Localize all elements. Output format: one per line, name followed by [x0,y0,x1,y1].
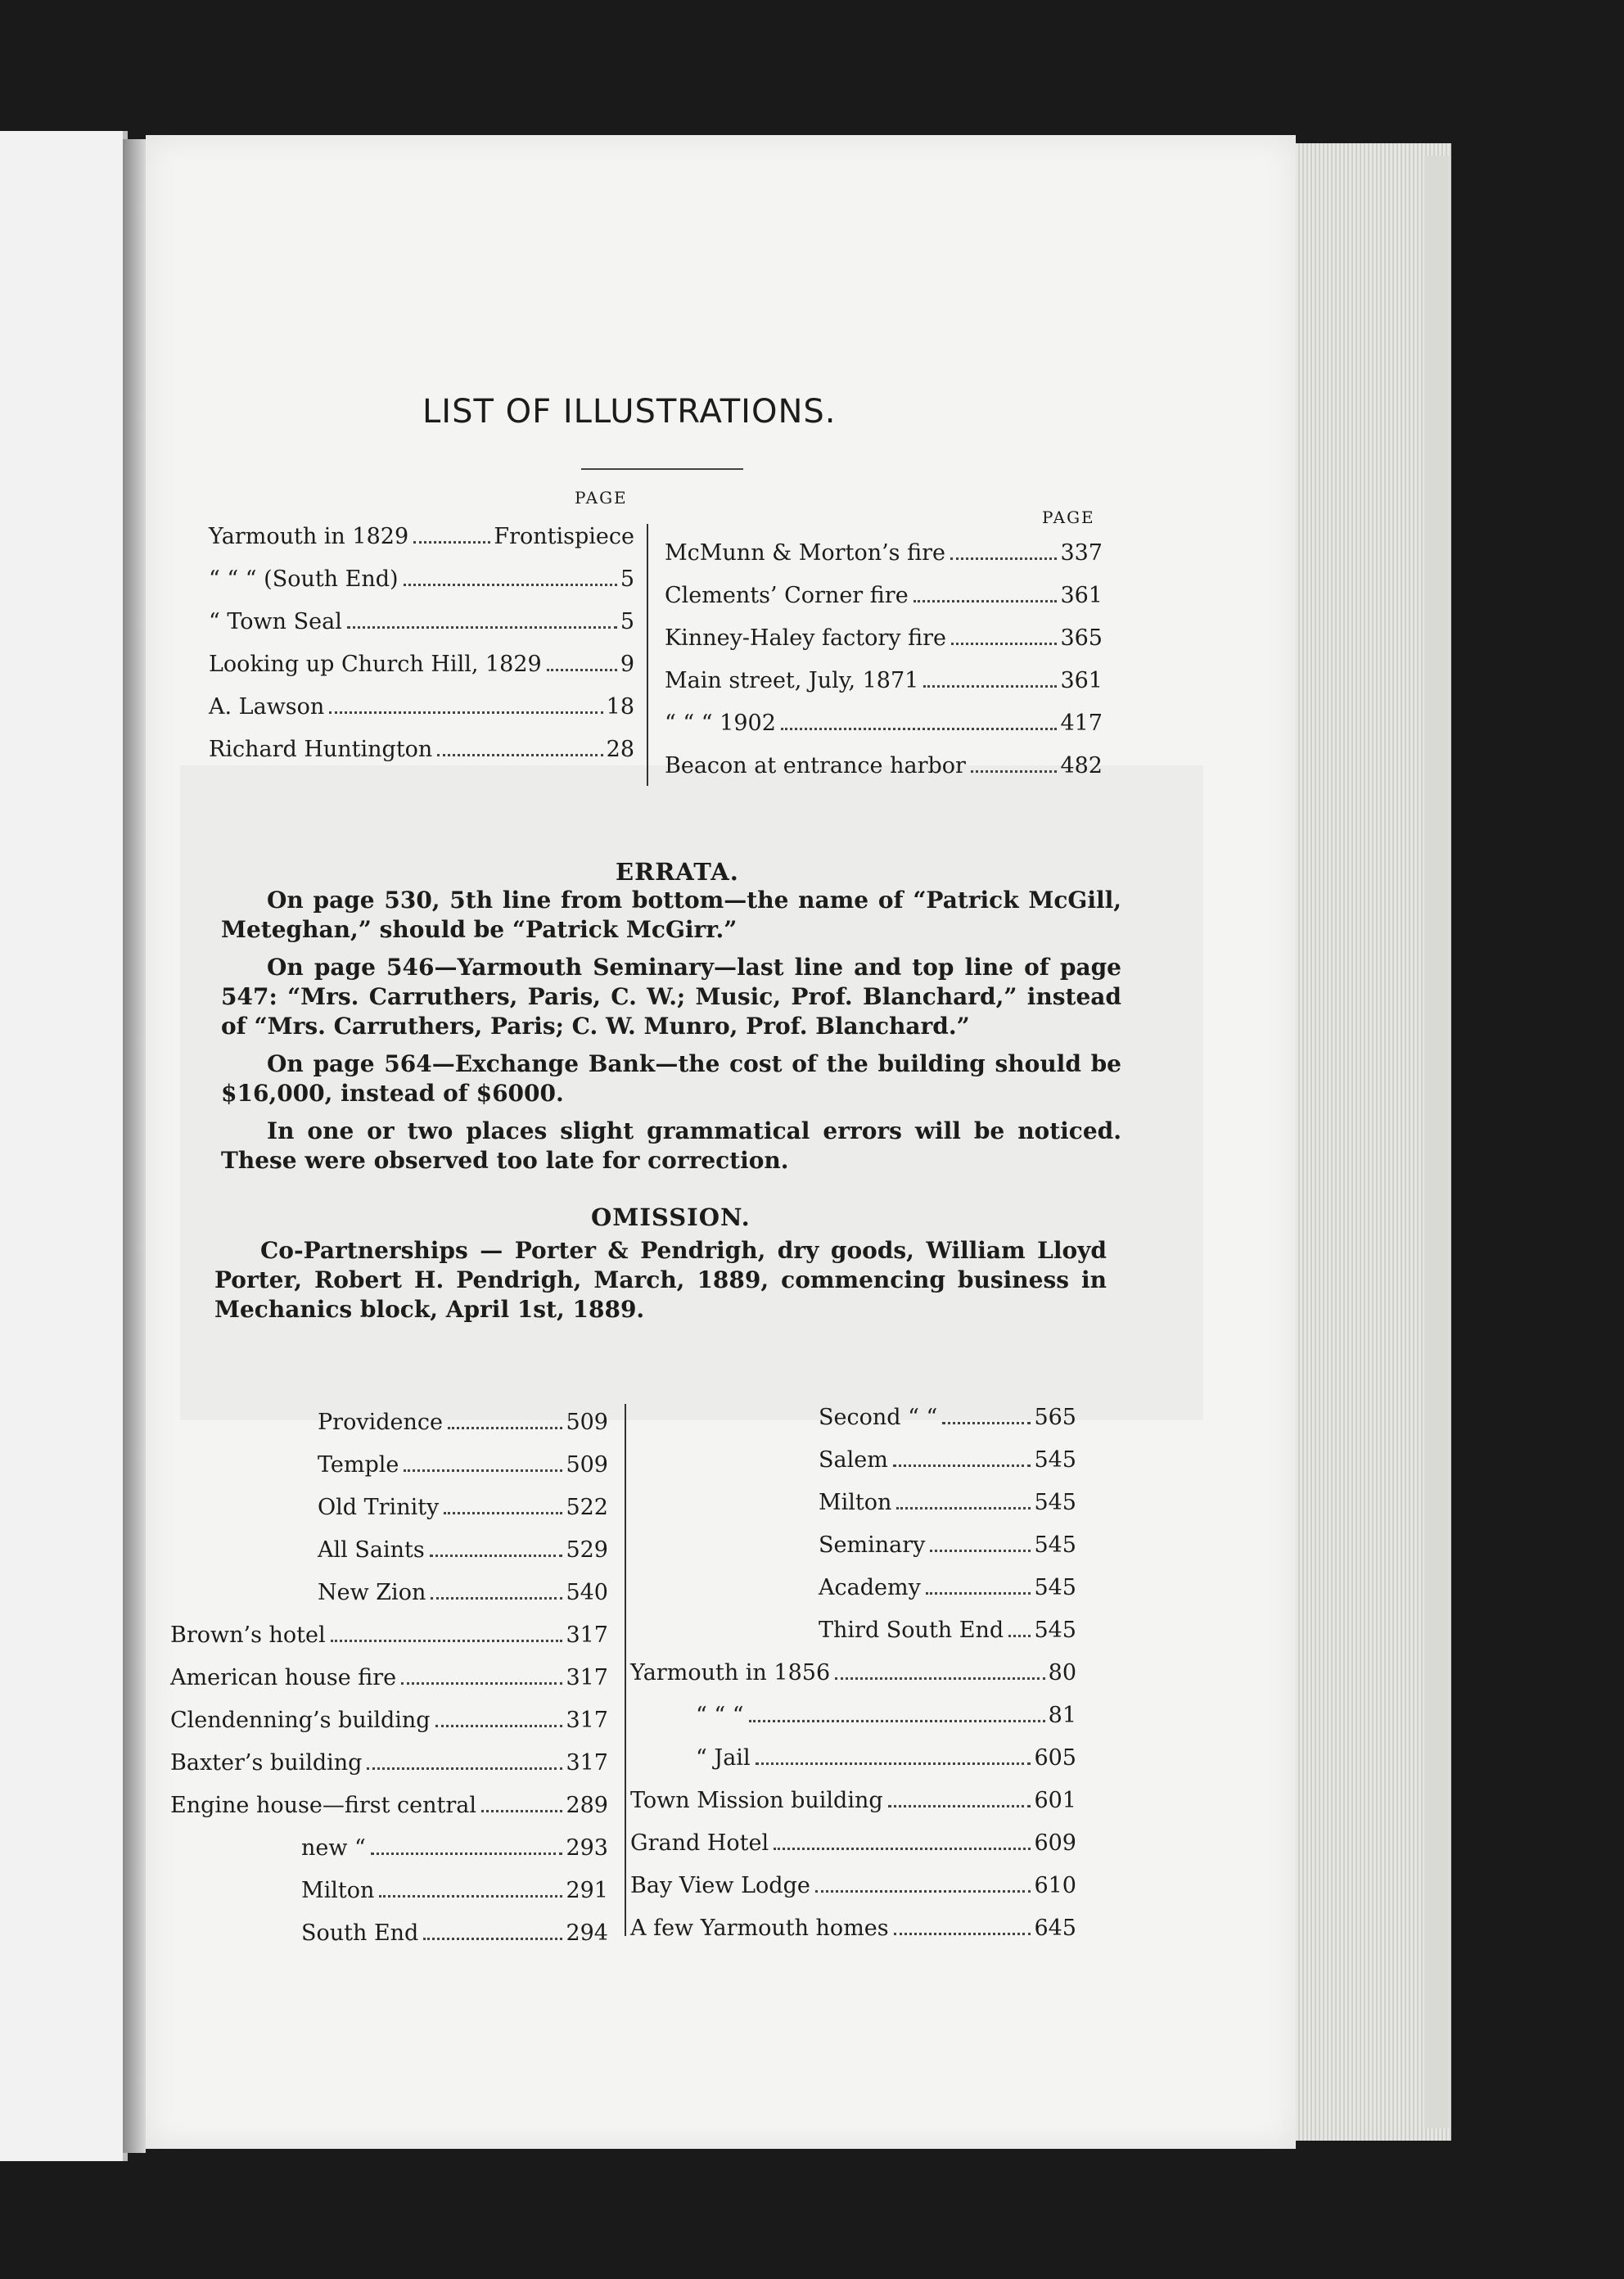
toc-entry [630,1822,1076,1865]
toc-entry-title: Richard Huntington [209,737,433,762]
toc-entry-page: 509 [566,1410,608,1435]
leader-dots [347,626,617,629]
leader-dots [835,1677,1045,1680]
toc-entry [665,575,1103,617]
page-column-label-right: PAGE [1042,508,1095,527]
toc-entry-title: A few Yarmouth homes [630,1916,889,1941]
toc-entry-page: 540 [566,1580,608,1605]
leader-dots [930,1550,1031,1552]
errata-paragraph: On page 530, 5th line from bottom—the name of “Patrick McGill, Meteghan,” should be “Patrick McGirr.” [221,887,1121,943]
toc-entry-page: 317 [566,1665,608,1690]
leader-dots [423,1938,562,1940]
toc-entry-title: Third South End [819,1618,1004,1643]
leader-dots [815,1890,1031,1893]
toc-entry-title: Second “ “ [819,1405,938,1430]
toc-entry-title: Milton [301,1878,375,1903]
toc-entry-page: 317 [566,1622,608,1648]
toc-entry-page: 645 [1034,1916,1076,1941]
leader-dots [781,728,1058,730]
toc-entry [209,516,634,558]
toc-entry-page: 5 [620,566,634,592]
leader-dots [896,1507,1031,1510]
toc-entry [209,729,634,771]
toc-entry-page: 509 [566,1452,608,1478]
toc-entry-title: new “ [301,1835,366,1861]
toc-entry-page: 545 [1034,1618,1076,1643]
toc-entry-page: 80 [1048,1660,1076,1686]
toc-entry [630,1609,1076,1652]
toc-entry-title: Yarmouth in 1856 [630,1660,831,1686]
toc-entry [170,1657,608,1699]
toc-entry-title: Seminary [819,1532,926,1558]
leader-dots [950,557,1057,560]
toc-entry [170,1699,608,1742]
toc-entry-title: Kinney-Haley factory fire [665,625,946,651]
toc-entry-title: Clements’ Corner fire [665,583,909,608]
toc-entry-title: Brown’s hotel [170,1622,326,1648]
toc-entry-page: 365 [1060,625,1103,651]
toc-entry [630,1567,1076,1609]
toc-bottom-right [630,1397,1076,1950]
leader-dots [430,1555,563,1557]
leader-dots [971,770,1058,773]
toc-entry-page: 417 [1060,711,1103,736]
toc-entry-page: 610 [1034,1873,1076,1898]
leader-dots [448,1427,562,1429]
toc-entry-page: 291 [566,1878,608,1903]
toc-entry-page: 81 [1048,1703,1076,1728]
toc-entry-title: Engine house—first central [170,1793,477,1818]
leader-dots [893,1464,1031,1467]
toc-entry-page: 289 [566,1793,608,1818]
toc-entry-page: 361 [1060,668,1103,693]
toc-entry [665,532,1103,575]
page-column-label-left: PAGE [575,488,628,508]
toc-entry-title: McMunn & Morton’s fire [665,540,945,566]
toc-entry-page: Frontispiece [494,524,634,549]
toc-entry [170,1912,608,1955]
leader-dots [923,685,1057,688]
toc-entry [630,1695,1076,1737]
toc-entry-title: “ “ “ [696,1703,744,1728]
toc-entry [630,1907,1076,1950]
toc-entry-title: All Saints [318,1537,425,1563]
toc-entry-title: Grand Hotel [630,1830,769,1856]
toc-entry [630,1780,1076,1822]
toc-entry [665,702,1103,745]
toc-entry-title: American house fire [170,1665,397,1690]
toc-entry [170,1827,608,1870]
toc-entry-page: 605 [1034,1745,1076,1771]
toc-entry [665,660,1103,702]
toc-entry [630,1439,1076,1482]
toc-entry-title: Academy [819,1575,921,1600]
toc-entry [630,1482,1076,1524]
leader-dots [894,1933,1031,1935]
toc-entry-page: 361 [1060,583,1103,608]
toc-entry [665,617,1103,660]
errata-heading: ERRATA. [616,858,739,886]
omission-paragraph: Co-Partnerships — Porter & Pendrigh, dry goods, William Lloyd Porter, Robert H. Pendrigh, March, 1889, commencing business in Mechanics block, April 1st, 1889. [214,1237,1107,1323]
toc-entry-title: Yarmouth in 1829 [209,524,409,549]
title-rule [581,468,743,470]
toc-top-left [209,516,634,771]
toc-entry-title: Bay View Lodge [630,1873,810,1898]
leader-dots [547,669,617,671]
leader-dots [401,1682,562,1685]
toc-entry-page: 545 [1034,1575,1076,1600]
toc-entry-page: 522 [566,1495,608,1520]
book-gutter [123,139,146,2153]
toc-entry-page: 293 [566,1835,608,1861]
toc-entry [209,558,634,601]
toc-entry-page: 529 [566,1537,608,1563]
leader-dots [371,1853,563,1855]
toc-bottom-left [170,1401,608,1955]
toc-entry-page: 482 [1060,753,1103,778]
toc-entry [170,1742,608,1785]
toc-entry-page: 18 [606,694,634,720]
toc-entry-title: Milton [819,1490,892,1515]
toc-entry-title: Beacon at entrance harbor [665,753,966,778]
toc-entry-page: 545 [1034,1532,1076,1558]
leader-dots [774,1848,1031,1850]
toc-entry-page: 565 [1034,1405,1076,1430]
toc-entry-page: 28 [606,737,634,762]
toc-entry [170,1870,608,1912]
errata-paragraph: On page 564—Exchange Bank—the cost of the building should be $16,000, instead of $6000. [221,1050,1121,1107]
facing-page [0,131,128,2161]
toc-entry-page: 337 [1060,540,1103,566]
toc-entry-page: 9 [620,652,634,677]
toc-entry-page: 601 [1034,1788,1076,1813]
leader-dots [413,541,490,544]
leader-dots [749,1720,1045,1722]
leader-dots [951,643,1057,645]
leader-dots [379,1895,562,1898]
toc-entry [630,1737,1076,1780]
toc-entry-title: New Zion [318,1580,426,1605]
leader-dots [404,584,617,586]
toc-entry-title: Temple [318,1452,399,1478]
toc-entry-title: Town Mission building [630,1788,883,1813]
leader-dots [481,1810,562,1812]
toc-entry-title: Clendenning’s building [170,1708,431,1733]
toc-entry [630,1397,1076,1439]
toc-entry [665,745,1103,787]
toc-entry-title: Looking up Church Hill, 1829 [209,652,542,677]
column-divider-top [647,524,648,786]
toc-entry-title: Providence [318,1410,443,1435]
toc-entry [170,1444,608,1487]
toc-entry [170,1401,608,1444]
toc-entry [209,643,634,686]
toc-entry [170,1487,608,1529]
leader-dots [331,1640,563,1642]
leader-dots [404,1469,562,1472]
toc-entry [170,1572,608,1614]
toc-entry-title: “ “ “ (South End) [209,566,399,592]
toc-entry-title: “ Jail [696,1745,751,1771]
toc-entry [170,1785,608,1827]
toc-top-right [665,532,1103,787]
leader-dots [431,1597,562,1600]
toc-entry-page: 545 [1034,1490,1076,1515]
toc-entry-page: 317 [566,1750,608,1776]
leader-dots [942,1422,1031,1424]
toc-entry-title: Salem [819,1447,888,1473]
toc-entry-title: Baxter’s building [170,1750,363,1776]
leader-dots [367,1767,562,1770]
leader-dots [329,711,602,714]
toc-entry-title: “ “ “ 1902 [665,711,776,736]
toc-entry [209,601,634,643]
toc-entry-page: 545 [1034,1447,1076,1473]
leader-dots [756,1762,1031,1765]
column-divider-bottom [625,1404,626,1936]
toc-entry [209,686,634,729]
toc-entry-page: 609 [1034,1830,1076,1856]
omission-heading: OMISSION. [591,1203,751,1231]
toc-entry-title: A. Lawson [209,694,325,720]
page-title: LIST OF ILLUSTRATIONS. [422,393,837,431]
toc-entry-title: Old Trinity [318,1495,440,1520]
toc-entry-page: 294 [566,1920,608,1946]
errata-paragraph: In one or two places slight grammatical errors will be noticed. These were observed too late for correction. [221,1117,1121,1174]
leader-dots [435,1725,563,1727]
leader-dots [926,1592,1031,1595]
leader-dots [444,1512,562,1514]
toc-entry [630,1652,1076,1695]
errata-paragraph: On page 546—Yarmouth Seminary—last line and top line of page 547: “Mrs. Carruthers, Paris, C. W.; Music, Prof. Blanchard,” instead of “Mrs. Carruthers, Paris; C. W. Munro, Prof. Blanchard.” [221,954,1121,1040]
toc-entry [630,1865,1076,1907]
toc-entry-title: Main street, July, 1871 [665,668,919,693]
toc-entry [170,1614,608,1657]
toc-entry [630,1524,1076,1567]
leader-dots [888,1805,1031,1807]
leader-dots [914,600,1058,602]
toc-entry-title: “ Town Seal [209,609,342,634]
toc-entry-title: South End [301,1920,419,1946]
leader-dots [1008,1635,1031,1637]
cover-edge [1424,156,1449,2128]
errata-body [221,886,1121,1184]
leader-dots [437,754,602,756]
toc-entry [170,1529,608,1572]
toc-entry-page: 5 [620,609,634,634]
toc-entry-page: 317 [566,1708,608,1733]
